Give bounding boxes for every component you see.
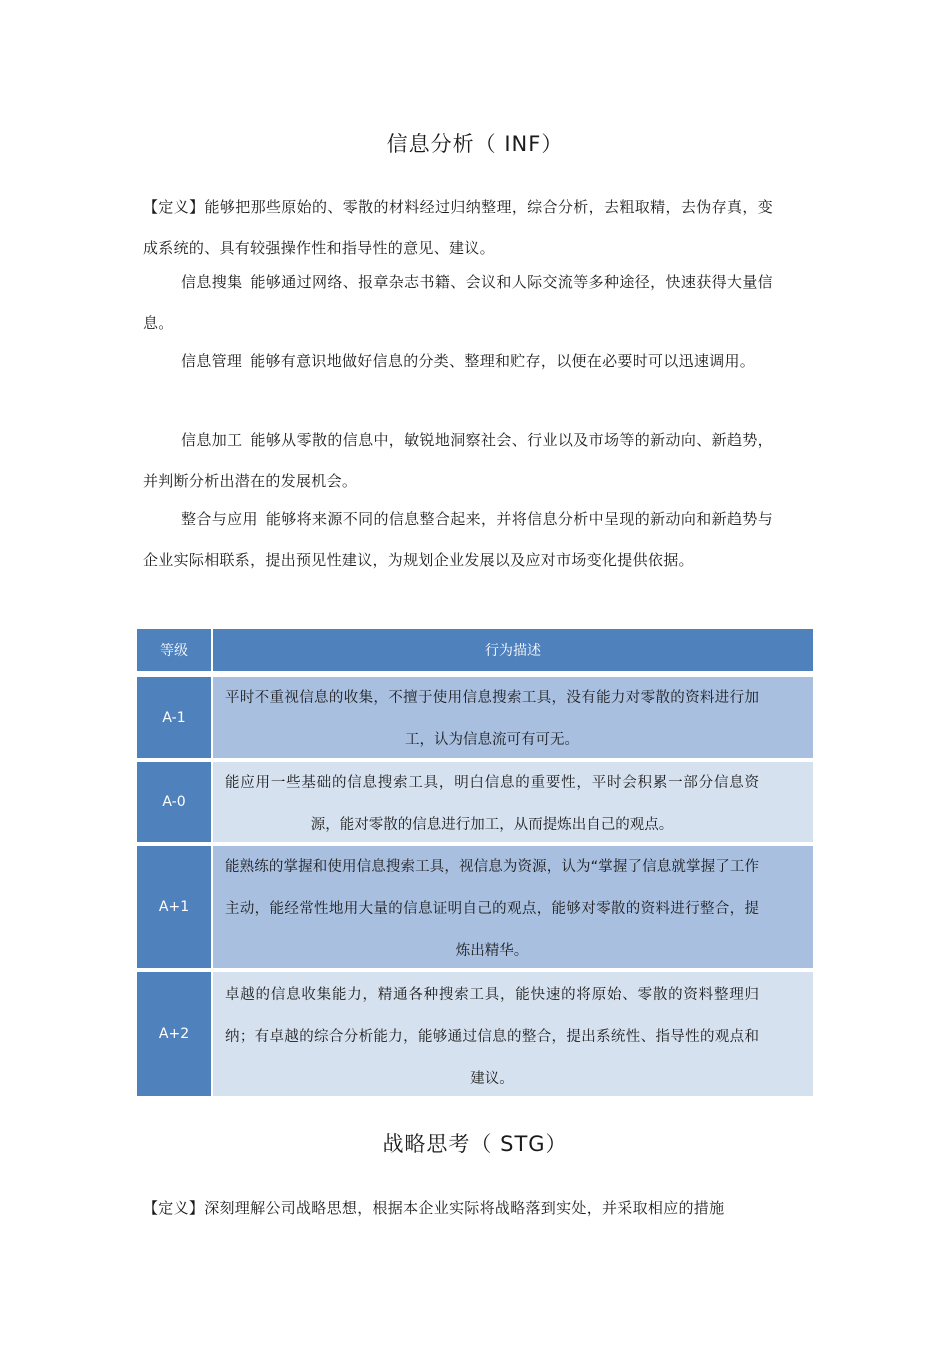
table-level-cell: A+2 (137, 972, 211, 1096)
subskill-paragraph (143, 499, 773, 581)
subskill-paragraph (143, 262, 773, 344)
table-header-level: 等级 (137, 629, 211, 671)
subskill-paragraph (143, 420, 773, 502)
table-level-cell: A-0 (137, 762, 211, 842)
subskill-text: 能够将来源不同的信息整合起来，并将信息分析中呈现的新动向和新趋势与企业实际相联系，提出预见性建议，为规划企业发展以及应对市场变化提供依据。 (143, 510, 773, 569)
table-level-cell: A+1 (137, 846, 211, 968)
table-header-description: 行为描述 (213, 629, 813, 671)
subskill-text: 能够通过网络、报章杂志书籍、会议和人际交流等多种途径，快速获得大量信息。 (143, 273, 773, 332)
subskill-term: 信息搜集 (181, 273, 243, 291)
definition-paragraph: 【定义】深刻理解公司战略思想，根据本企业实际将战略落到实处，并采取相应的措施 (143, 1199, 725, 1217)
definition-paragraph: 【定义】能够把那些原始的、零散的材料经过归纳整理，综合分析，去粗取精，去伪存真，变成系统的、具有较强操作性和指导性的意见、建议。 (143, 198, 773, 257)
subskill-paragraph (143, 341, 773, 382)
level-table (137, 629, 813, 1096)
subskill-text: 能够有意识地做好信息的分类、整理和贮存，以便在必要时可以迅速调用。 (250, 352, 756, 370)
subskill-text: 能够从零散的信息中，敏锐地洞察社会、行业以及市场等的新动向、新趋势，并判断分析出潜在的发展机会。 (143, 431, 773, 490)
table-level-cell: A-1 (137, 677, 211, 758)
subskill-term: 信息管理 (181, 352, 243, 370)
subskill-term: 整合与应用 (181, 510, 258, 528)
table-description-cell: 平时不重视信息的收集，不擅于使用信息搜索工具，没有能力对零散的资料进行加工，认为信息流可有可无。 (213, 677, 813, 758)
subskill-term: 信息加工 (181, 431, 243, 449)
table-description-cell: 能应用一些基础的信息搜索工具，明白信息的重要性，平时会积累一部分信息资源，能对零散的信息进行加工，从而提炼出自己的观点。 (213, 762, 813, 842)
table-description-cell: 卓越的信息收集能力，精通各种搜索工具，能快速的将原始、零散的资料整理归纳；有卓越的综合分析能力，能够通过信息的整合，提出系统性、指导性的观点和建议。 (213, 972, 813, 1096)
section-title-stg: 战略思考（ STG） (382, 1132, 568, 1156)
section-title-inf: 信息分析（ INF） (386, 132, 564, 156)
table-description-cell: 能熟练的掌握和使用信息搜索工具，视信息为资源，认为“掌握了信息就掌握了工作主动，能经常性地用大量的信息证明自己的观点，能够对零散的资料进行整合，提炼出精华。 (213, 846, 813, 968)
